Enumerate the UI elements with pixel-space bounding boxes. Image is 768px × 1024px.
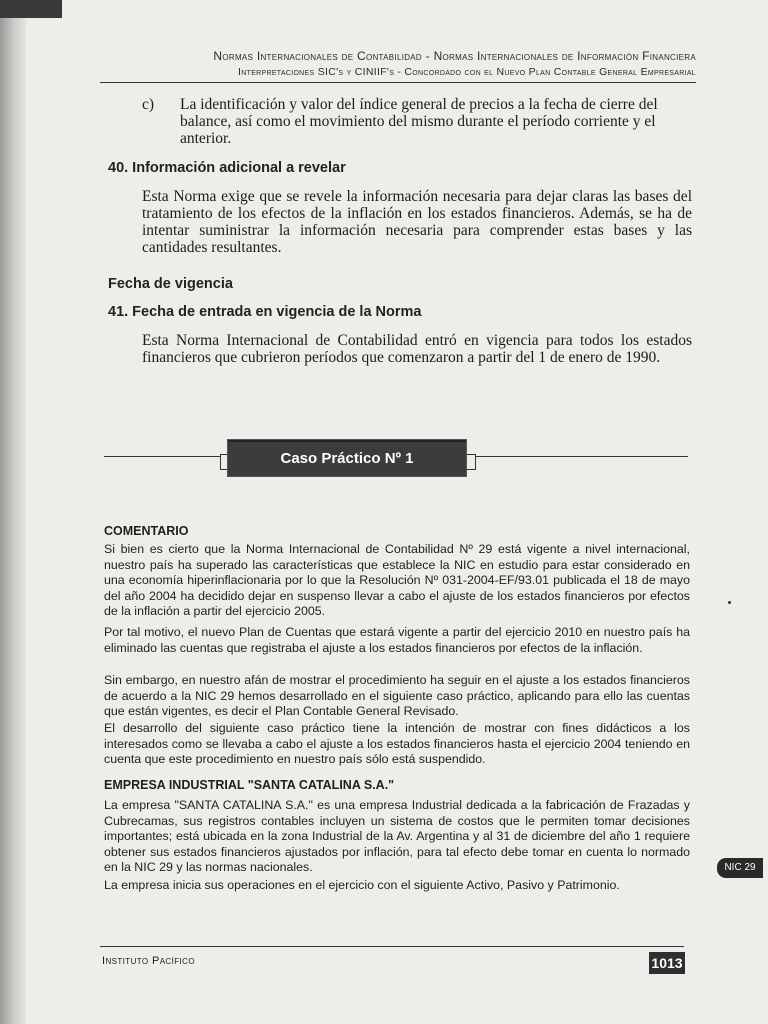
list-marker-c: c) — [142, 96, 155, 113]
empresa-paragraph-1: La empresa "SANTA CATALINA S.A." es una empresa Industrial dedicada a la fabricación de Frazadas y Cubrecamas, sus registros contables incluyen un sistema de costos que le permiten tomar decisiones importantes; está ubicada en la zona Industrial de la Av. Argentina y al 31 de diciembre del año 1 requiere obtener sus estados financieros ajustados por inflación, para tal efecto debe tomar en cuenta lo normado en la NIC 29 y las normas nacionales. — [104, 798, 690, 875]
banner-tab-right — [466, 454, 476, 470]
fecha-de-vigencia-heading: Fecha de vigencia — [108, 276, 233, 292]
page-spine-shadow — [0, 0, 26, 1024]
comentario-paragraph-4: El desarrollo del siguiente caso práctico tiene la intención de mostrar con fines didácticos a los interesados como se llevaba a cabo el ajuste a los estados financieros hasta el ejercicio 2004 teniendo en cuenta que este procedimiento en nuestro país sólo está suspendido. — [104, 721, 690, 767]
case-study-banner: Caso Práctico Nº 1 — [228, 440, 466, 476]
empresa-paragraph-2: La empresa inicia sus operaciones en el ejercicio con el siguiente Activo, Pasivo y Patrimonio. — [104, 878, 620, 892]
banner-rule-right — [466, 456, 688, 457]
running-header-line-2: Interpretaciones SIC's y CINIIF's - Concordado con el Nuevo Plan Contable General Empresarial — [238, 66, 696, 78]
nic-29-side-tab: NIC 29 — [717, 858, 763, 878]
empresa-heading: EMPRESA INDUSTRIAL "SANTA CATALINA S.A." — [104, 778, 395, 792]
footer-publisher: Instituto Pacífico — [102, 955, 195, 967]
comentario-heading: COMENTARIO — [104, 524, 189, 538]
footer-rule — [100, 946, 684, 947]
list-item-c-text: La identificación y valor del índice general de precios a la fecha de cierre del balance, así como el movimiento del mismo durante el período corriente y el anterior. — [180, 96, 658, 147]
header-rule — [100, 82, 696, 83]
comentario-paragraph-2: Por tal motivo, el nuevo Plan de Cuentas que estará vigente a partir del ejercicio 2010 en nuestro país ha eliminado las cuentas que registraba el ajuste a los estados financieros por efectos de la inflación. — [104, 625, 690, 655]
comentario-paragraph-3: Sin embargo, en nuestro afán de mostrar el procedimiento ha seguir en el ajuste a los estados financieros de acuerdo a la NIC 29 hemos desarrollado en el siguiente caso práctico, aplicando para ello las cuentas que están vigentes, es decir el Plan Contable General Revisado. — [104, 673, 690, 719]
section-41-paragraph: Esta Norma Internacional de Contabilidad entró en vigencia para todos los estados financieros que cubrieron períodos que comenzaron a partir del 1 de enero de 1990. — [142, 332, 692, 366]
section-41-heading: 41. Fecha de entrada en vigencia de la Norma — [108, 304, 422, 320]
running-header-line-1: Normas Internacionales de Contabilidad - Normas Internacionales de Información Financiera — [213, 49, 696, 63]
banner-rule-left — [104, 456, 228, 457]
section-40-heading: 40. Información adicional a revelar — [108, 160, 346, 176]
speck-mark — [728, 601, 731, 604]
comentario-paragraph-1: Si bien es cierto que la Norma Internacional de Contabilidad Nº 29 está vigente a nivel internacional, nuestro país ha superado las características que establece la NIC en estudio para estar considerado en una economía hiperinflacionaria por lo que la Resolución Nº 031-2004-EF/93.01 publicada el 18 de mayo del año 2004 ha decidido dejar en suspenso llevar a cabo el ajuste de los estados financieros por efectos de la inflación a partir del ejercicio 2005. — [104, 542, 690, 619]
binding-corner — [0, 0, 62, 18]
page-number: 1013 — [649, 952, 685, 974]
section-40-paragraph: Esta Norma exige que se revele la información necesaria para dejar claras las bases del tratamiento de los efectos de la inflación en los estados financieros. Además, se ha de intentar suministrar la información necesaria para comprender estas bases y las cantidades resultantes. — [142, 188, 692, 256]
